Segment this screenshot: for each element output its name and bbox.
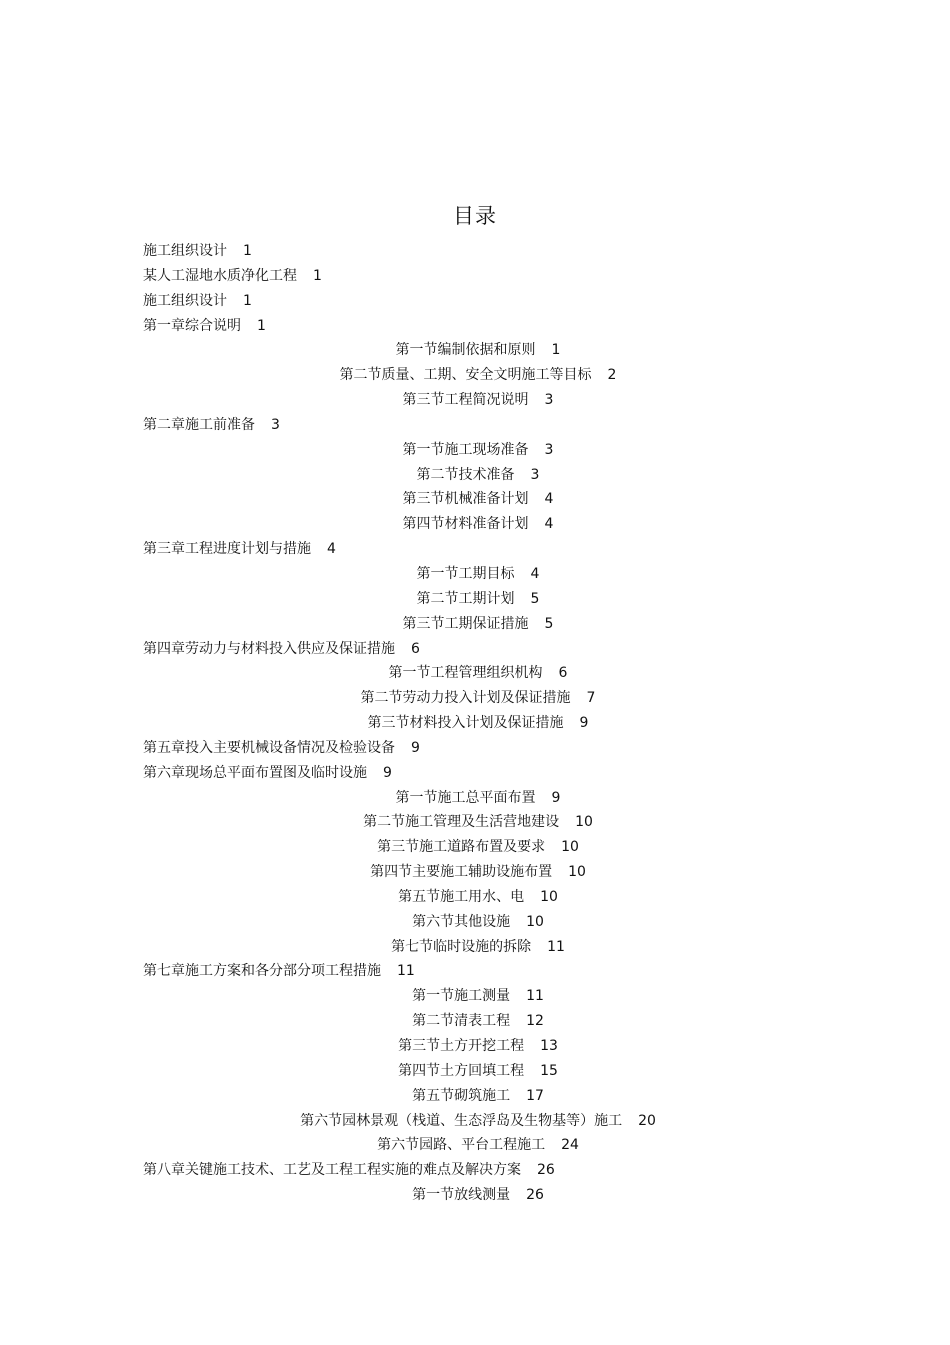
toc-section-entry[interactable] bbox=[0, 1059, 950, 1084]
toc-entry-page-number: 3 bbox=[271, 416, 280, 433]
toc-entry-page-number: 3 bbox=[544, 441, 554, 458]
toc-entry-text: 第一节工期目标 bbox=[416, 565, 515, 582]
toc-entry-page-number: 1 bbox=[243, 243, 252, 259]
toc-entry-page-number: 5 bbox=[544, 615, 554, 632]
toc-chapter-entry[interactable] bbox=[0, 264, 950, 289]
toc-section-entry[interactable] bbox=[0, 885, 950, 910]
toc-section-entry[interactable] bbox=[0, 1109, 950, 1134]
toc-chapter-entry[interactable] bbox=[0, 239, 950, 264]
toc-entry-text: 第六节园林景观（栈道、生态浮岛及生物基等）施工 bbox=[300, 1112, 623, 1129]
toc-entry-page-number: 15 bbox=[540, 1062, 558, 1079]
toc-entry-page-number: 5 bbox=[530, 590, 540, 607]
toc-entry-page-number: 26 bbox=[526, 1187, 544, 1204]
toc-section-entry[interactable] bbox=[0, 1084, 950, 1109]
toc-entry-page-number: 1 bbox=[257, 317, 266, 334]
toc-entry-page-number: 9 bbox=[411, 739, 420, 756]
toc-section-entry[interactable] bbox=[0, 786, 950, 811]
toc-entry-page-number: 10 bbox=[561, 839, 579, 856]
toc-section-entry[interactable] bbox=[0, 388, 950, 413]
toc-section-entry[interactable] bbox=[0, 810, 950, 835]
toc-entry-text: 第四节土方回填工程 bbox=[398, 1062, 525, 1079]
toc-section-entry[interactable] bbox=[0, 587, 950, 612]
toc-entry-text: 第二节清表工程 bbox=[412, 1013, 511, 1030]
toc-entry-text: 某人工湿地水质净化工程 bbox=[143, 267, 297, 284]
toc-section-entry[interactable] bbox=[0, 463, 950, 488]
toc-entry-text: 第三节土方开挖工程 bbox=[398, 1038, 525, 1054]
toc-section-entry[interactable] bbox=[0, 661, 950, 686]
toc-entry-text: 第三节机械准备计划 bbox=[402, 491, 529, 508]
toc-section-entry[interactable] bbox=[0, 612, 950, 637]
toc-section-entry[interactable] bbox=[0, 860, 950, 885]
toc-chapter-entry[interactable] bbox=[0, 736, 950, 761]
toc-entry-text: 第一节施工测量 bbox=[412, 988, 511, 1005]
toc-entry-text: 第七章施工方案和各分部分项工程措施 bbox=[143, 963, 381, 980]
toc-entry-text: 施工组织设计 bbox=[143, 292, 227, 309]
toc-entry-text: 第三节工期保证措施 bbox=[402, 615, 529, 632]
toc-entry-page-number: 10 bbox=[568, 864, 586, 881]
toc-entry-page-number: 6 bbox=[558, 665, 568, 682]
toc-section-entry[interactable] bbox=[0, 338, 950, 363]
toc-entry-page-number: 10 bbox=[526, 913, 544, 930]
toc-entry-text: 第二节质量、工期、安全文明施工等目标 bbox=[339, 367, 592, 384]
toc-entry-page-number: 11 bbox=[526, 988, 544, 1005]
toc-chapter-entry[interactable] bbox=[0, 314, 950, 339]
toc-chapter-entry[interactable] bbox=[0, 413, 950, 438]
toc-entry-text: 第三章工程进度计划与措施 bbox=[143, 541, 311, 558]
toc-section-entry[interactable] bbox=[0, 935, 950, 960]
toc-entry-page-number: 20 bbox=[638, 1112, 656, 1129]
toc-section-entry[interactable] bbox=[0, 686, 950, 711]
toc-entry-page-number: 4 bbox=[327, 541, 336, 558]
toc-entry-page-number: 1 bbox=[551, 342, 561, 359]
toc-section-entry[interactable] bbox=[0, 363, 950, 388]
toc-entry-text: 第三节工程简况说明 bbox=[402, 392, 529, 409]
toc-section-entry[interactable] bbox=[0, 1183, 950, 1208]
toc-chapter-entry[interactable] bbox=[0, 537, 950, 562]
toc-entry-page-number: 9 bbox=[579, 715, 589, 732]
toc-section-entry[interactable] bbox=[0, 512, 950, 537]
toc-entry-page-number: 12 bbox=[526, 1013, 544, 1030]
toc-entry-text: 第一节施工总平面布置 bbox=[395, 789, 536, 806]
toc-entry-text: 第一节工程管理组织机构 bbox=[388, 665, 543, 682]
toc-entry-text: 第一节编制依据和原则 bbox=[395, 342, 536, 359]
toc-entry-page-number: 9 bbox=[551, 789, 561, 806]
toc-entry-page-number: 26 bbox=[537, 1162, 555, 1179]
toc-entry-text: 第二节工期计划 bbox=[416, 590, 515, 607]
toc-entry-page-number: 17 bbox=[526, 1087, 544, 1104]
toc-section-entry[interactable] bbox=[0, 562, 950, 587]
toc-entry-text: 第一节施工现场准备 bbox=[402, 441, 529, 458]
toc-section-entry[interactable] bbox=[0, 487, 950, 512]
toc-title: 目录 bbox=[453, 204, 497, 228]
toc-entry-text: 第五章投入主要机械设备情况及检验设备 bbox=[143, 739, 395, 756]
toc-chapter-entry[interactable] bbox=[0, 289, 950, 314]
toc-entry-text: 施工组织设计 bbox=[143, 243, 227, 259]
toc-entry-page-number: 3 bbox=[544, 392, 554, 409]
toc-section-entry[interactable] bbox=[0, 984, 950, 1009]
toc-entry-text: 第五节施工用水、电 bbox=[398, 888, 525, 905]
toc-entry-text: 第七节临时设施的拆除 bbox=[391, 938, 532, 955]
toc-entry-page-number: 11 bbox=[547, 938, 565, 955]
toc-entry-page-number: 9 bbox=[383, 764, 392, 781]
toc-entry-text: 第三节材料投入计划及保证措施 bbox=[367, 715, 564, 732]
toc-entry-text: 第四章劳动力与材料投入供应及保证措施 bbox=[143, 640, 395, 657]
toc-chapter-entry[interactable] bbox=[0, 761, 950, 786]
toc-entry-text: 第四节主要施工辅助设施布置 bbox=[370, 864, 553, 881]
toc-entry-page-number: 7 bbox=[586, 690, 596, 707]
toc-entry-page-number: 3 bbox=[530, 466, 540, 483]
toc-entry-text: 第二节技术准备 bbox=[416, 466, 515, 483]
toc-entry-page-number: 13 bbox=[540, 1038, 558, 1054]
toc-entry-text: 第三节施工道路布置及要求 bbox=[377, 839, 546, 856]
toc-entry-page-number: 10 bbox=[540, 888, 558, 905]
toc-chapter-entry[interactable] bbox=[0, 959, 950, 984]
toc-entry-page-number: 4 bbox=[544, 516, 554, 533]
toc-entry-text: 第二节劳动力投入计划及保证措施 bbox=[360, 690, 571, 707]
toc-entry-text: 第一节放线测量 bbox=[412, 1187, 511, 1204]
toc-section-entry[interactable] bbox=[0, 1034, 950, 1059]
toc-entry-text: 第四节材料准备计划 bbox=[402, 516, 529, 533]
toc-entry-text: 第六节其他设施 bbox=[412, 913, 511, 930]
toc-section-entry[interactable] bbox=[0, 910, 950, 935]
toc-entry-page-number: 1 bbox=[243, 292, 252, 309]
toc-entry-page-number: 10 bbox=[575, 814, 593, 831]
toc-entry-text: 第二节施工管理及生活营地建设 bbox=[363, 814, 560, 831]
toc-entry-text: 第六章现场总平面布置图及临时设施 bbox=[143, 764, 367, 781]
toc-chapter-entry[interactable] bbox=[0, 637, 950, 662]
toc-entry-page-number: 2 bbox=[607, 367, 617, 384]
toc-section-entry[interactable] bbox=[0, 835, 950, 860]
toc-entry-page-number: 4 bbox=[530, 565, 540, 582]
toc-chapter-entry[interactable] bbox=[0, 1158, 950, 1183]
toc-entry-text: 第二章施工前准备 bbox=[143, 416, 255, 433]
toc-section-entry[interactable] bbox=[0, 1133, 950, 1158]
toc-entry-text: 第八章关键施工技术、工艺及工程工程实施的难点及解决方案 bbox=[143, 1162, 521, 1179]
toc-entry-text: 第六节园路、平台工程施工 bbox=[377, 1137, 546, 1154]
toc-entry-page-number: 1 bbox=[313, 267, 322, 284]
toc-section-entry[interactable] bbox=[0, 711, 950, 736]
toc-entry-page-number: 4 bbox=[544, 491, 554, 508]
toc-entry-page-number: 6 bbox=[411, 640, 420, 657]
toc-entry-text: 第一章综合说明 bbox=[143, 317, 241, 334]
table-of-contents bbox=[0, 239, 950, 1208]
toc-entry-text: 第五节砌筑施工 bbox=[412, 1087, 511, 1104]
toc-section-entry[interactable] bbox=[0, 438, 950, 463]
toc-entry-page-number: 11 bbox=[397, 963, 415, 980]
toc-entry-page-number: 24 bbox=[561, 1137, 579, 1154]
toc-section-entry[interactable] bbox=[0, 1009, 950, 1034]
